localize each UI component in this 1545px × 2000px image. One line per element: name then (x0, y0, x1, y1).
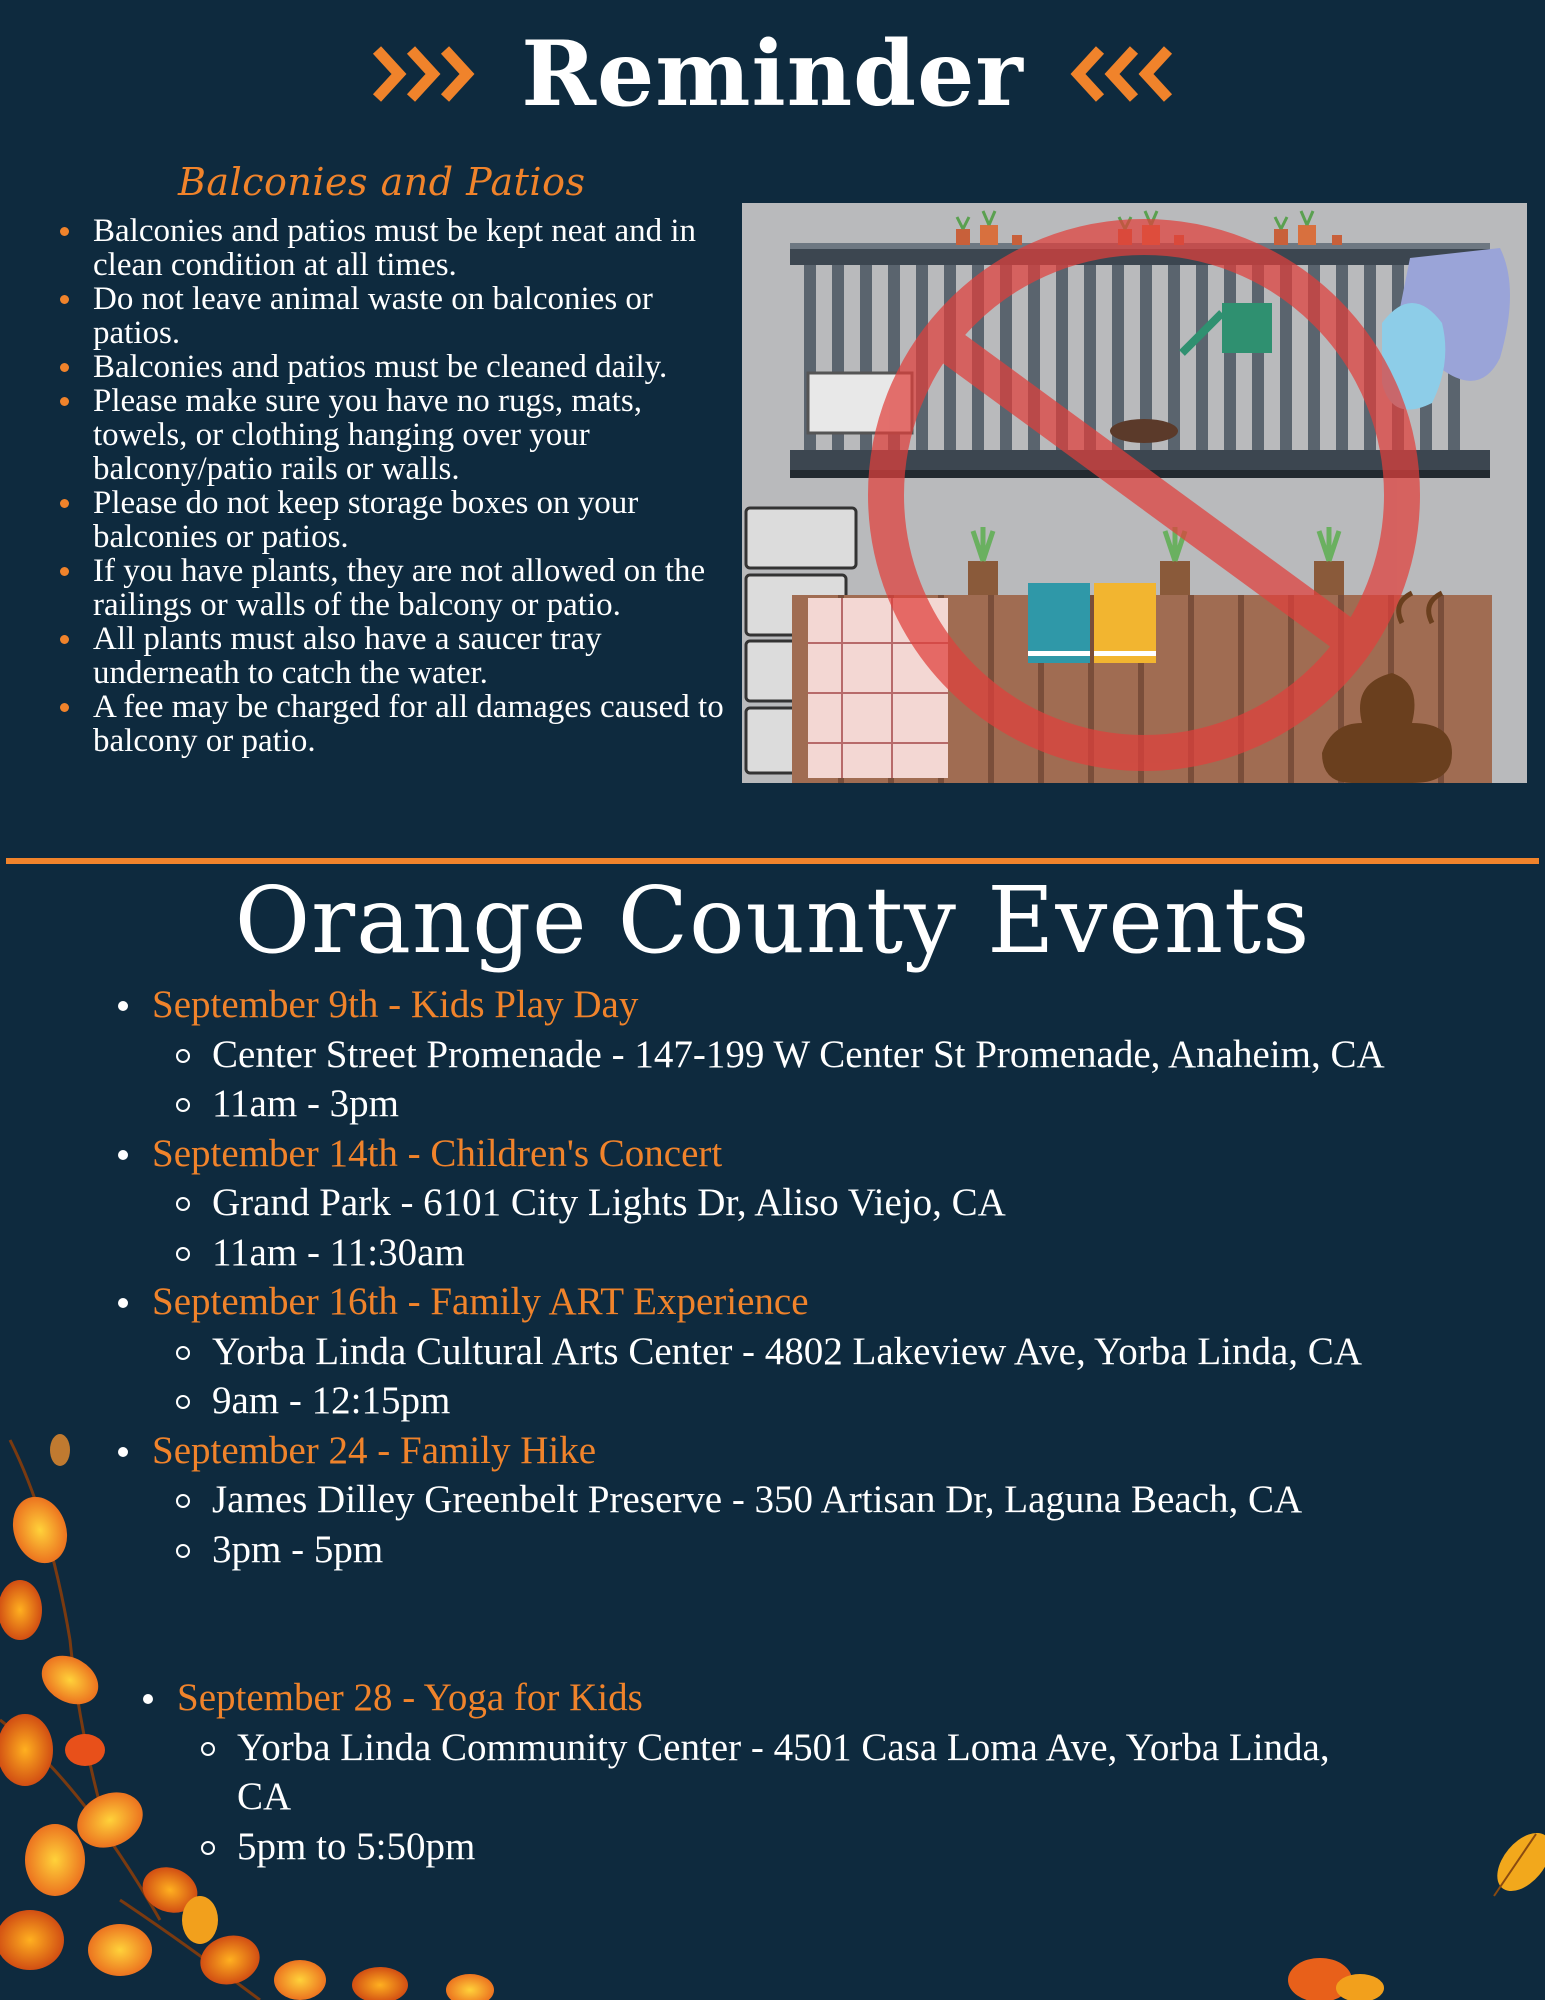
event-title: September 28 - Yoga for Kids (177, 1676, 643, 1719)
event-item (116, 1277, 1466, 1426)
list-item: Please make sure you have no rugs, mats, towels, or clothing hanging over your balcony/patio rails or walls. (58, 384, 728, 486)
event-location: Yorba Linda Cultural Arts Center - 4802 Lakeview Ave, Yorba Linda, CA (152, 1327, 1466, 1377)
list-item: Please do not keep storage boxes on your balconies or patios. (58, 486, 728, 554)
chevrons-right-icon (371, 38, 493, 110)
leaf-icon (1488, 1822, 1545, 1902)
event-time: 9am - 12:15pm (152, 1376, 1466, 1426)
list-item: A fee may be charged for all damages caused to balcony or patio. (58, 690, 728, 758)
list-item: If you have plants, they are not allowed on the railings or walls of the balcony or patio. (58, 554, 728, 622)
events-heading: Orange County Events (234, 867, 1311, 974)
event-time: 5pm to 5:50pm (177, 1822, 1391, 1872)
reminder-header (0, 14, 1545, 134)
event-item (116, 980, 1466, 1129)
leaf-icon (1280, 1940, 1390, 2000)
page-title: Reminder (521, 21, 1024, 127)
event-title: September 16th - Family ART Experience (152, 1280, 809, 1323)
autumn-leaves-decoration (0, 1420, 560, 2000)
event-title: September 9th - Kids Play Day (152, 983, 639, 1026)
event-location: Center Street Promenade - 147-199 W Center St Promenade, Anaheim, CA (152, 1030, 1466, 1080)
balcony-rules-list (58, 214, 728, 758)
event-title: September 24 - Family Hike (152, 1428, 597, 1472)
event-time: 11am - 3pm (152, 1079, 1466, 1129)
event-title: September 14th - Children's Concert (152, 1131, 723, 1175)
leaf-icon (0, 1434, 494, 2000)
balconies-heading: Balconies and Patios (178, 160, 586, 204)
event-time: 11am - 11:30am (152, 1228, 1466, 1278)
section-divider (6, 858, 1539, 864)
list-item: Balconies and patios must be cleaned daily. (58, 350, 728, 384)
chevrons-left-icon (1052, 38, 1174, 110)
list-item: Do not leave animal waste on balconies or patios. (58, 282, 728, 350)
event-location: Grand Park - 6101 City Lights Dr, Aliso Viejo, CA (152, 1178, 1466, 1228)
list-item: Balconies and patios must be kept neat and in clean condition at all times. (58, 214, 728, 282)
event-location: James Dilley Greenbelt Preserve - 350 Artisan Dr, Laguna Beach, CA (152, 1475, 1466, 1525)
balcony-prohibited-illustration (742, 203, 1527, 783)
event-item (116, 1129, 1466, 1278)
event-time: 3pm - 5pm (152, 1525, 1466, 1575)
list-item: All plants must also have a saucer tray underneath to catch the water. (58, 622, 728, 690)
event-location: Yorba Linda Community Center - 4501 Casa Loma Ave, Yorba Linda, CA (177, 1723, 1391, 1822)
